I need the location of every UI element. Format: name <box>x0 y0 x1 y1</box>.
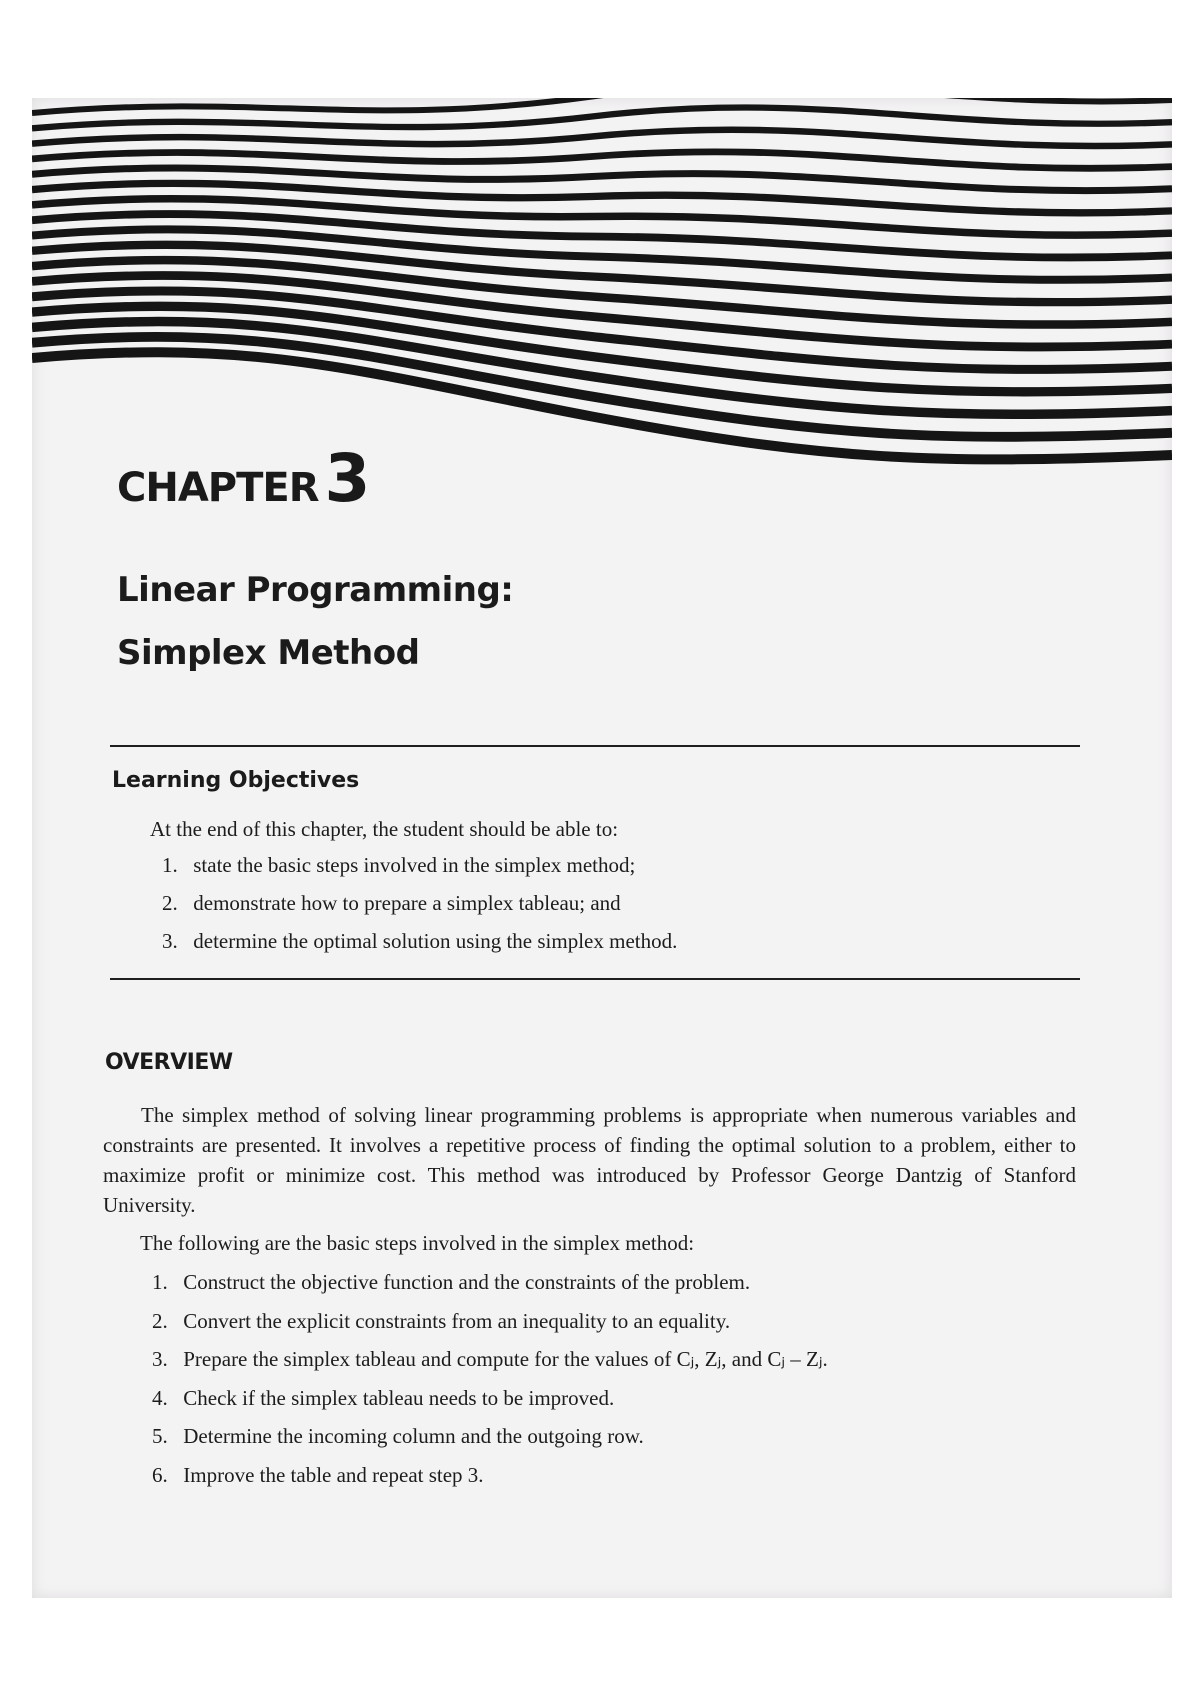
chapter-label: CHAPTER <box>117 465 319 511</box>
divider-bottom <box>110 978 1080 980</box>
list-item <box>152 1386 828 1425</box>
overview-heading: OVERVIEW <box>105 1050 233 1075</box>
steps-intro: The following are the basic steps involved in the simplex method: <box>140 1231 695 1255</box>
list-item <box>162 929 677 967</box>
step-number: 5. <box>152 1424 168 1448</box>
simplex-steps-list <box>152 1270 828 1501</box>
list-item <box>162 891 677 929</box>
chapter-heading <box>117 440 369 517</box>
item-number: 3. <box>162 929 178 953</box>
step-text: Determine the incoming column and the outgoing row. <box>183 1424 644 1448</box>
divider-top <box>110 745 1080 747</box>
list-item <box>152 1347 828 1386</box>
step-number: 2. <box>152 1308 168 1333</box>
item-number: 1. <box>162 853 178 877</box>
chapter-title-line1: Linear Programming: <box>117 570 514 610</box>
chapter-title-line2: Simplex Method <box>117 633 420 673</box>
wave-stripe <box>32 130 1172 146</box>
step-text: Construct the objective function and the constraints of the problem. <box>183 1270 751 1294</box>
wave-stripe <box>32 98 1172 113</box>
step-text: Improve the table and repeat step 3. <box>183 1462 484 1487</box>
wave-stripe <box>32 107 1172 128</box>
learning-objectives-intro: At the end of this chapter, the student should be able to: <box>150 817 619 841</box>
learning-objectives-heading: Learning Objectives <box>112 768 360 793</box>
step-text: Prepare the simplex tableau and compute for the values of Cⱼ, Zⱼ, and Cⱼ – Zⱼ. <box>183 1347 828 1371</box>
list-item <box>162 853 677 891</box>
item-text: state the basic steps involved in the simplex method; <box>193 853 636 877</box>
step-number: 1. <box>152 1270 168 1294</box>
step-text: Convert the explicit constraints from an inequality to an equality. <box>183 1308 731 1333</box>
step-number: 3. <box>152 1347 168 1371</box>
overview-paragraph: The simplex method of solving linear programming problems is appropriate when numerous variables and constraints are presented. It involves a repetitive process of finding the optimal solution to a problem, either to maximize profit or minimize cost. This method was introduced by Professor George Dantzig of Stanford University. <box>103 1103 1076 1217</box>
list-item <box>152 1463 828 1502</box>
step-text: Check if the simplex tableau needs to be improved. <box>183 1385 615 1410</box>
learning-objectives-list <box>162 853 677 967</box>
chapter-number: 3 <box>324 440 370 517</box>
step-number: 4. <box>152 1385 168 1410</box>
item-text: determine the optimal solution using the simplex method. <box>193 929 678 953</box>
list-item <box>152 1270 828 1309</box>
item-number: 2. <box>162 891 178 915</box>
step-number: 6. <box>152 1462 168 1487</box>
item-text: demonstrate how to prepare a simplex tableau; and <box>193 891 621 915</box>
wave-stripes-decoration <box>32 98 1172 498</box>
list-item <box>152 1309 828 1348</box>
list-item <box>152 1424 828 1463</box>
